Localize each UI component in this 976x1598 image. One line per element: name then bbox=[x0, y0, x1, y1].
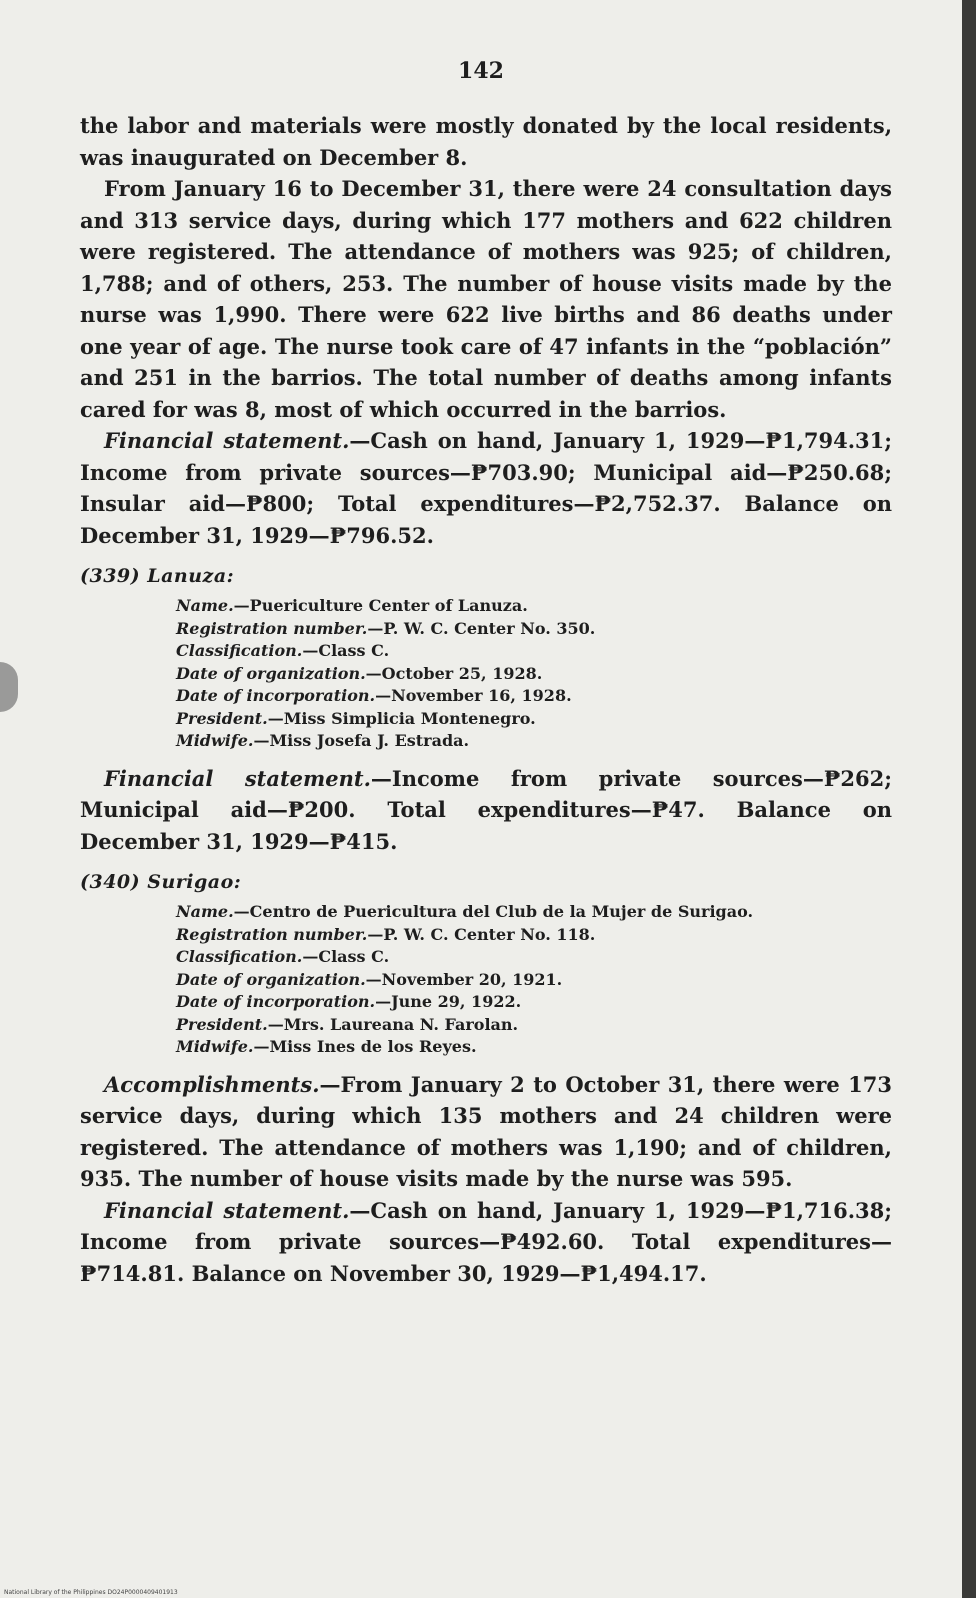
detail-label: President. bbox=[176, 708, 268, 728]
scan-smudge bbox=[0, 662, 18, 712]
detail-row bbox=[176, 595, 892, 618]
detail-value: —P. W. C. Center No. 118. bbox=[367, 924, 596, 944]
detail-row bbox=[176, 618, 892, 641]
paragraph-surigao-financial bbox=[80, 1195, 892, 1290]
accomplishments-label: Accomplishments. bbox=[104, 1071, 320, 1097]
detail-row bbox=[176, 969, 892, 992]
paragraph-intro: the labor and materials were mostly donated by the local residents, was inaugurated on December 8. bbox=[80, 113, 892, 170]
detail-label: Midwife. bbox=[176, 1037, 254, 1056]
financial-label: Financial statement. bbox=[104, 1197, 350, 1223]
page-content bbox=[80, 110, 892, 1289]
detail-value: —June 29, 1922. bbox=[375, 992, 522, 1011]
paragraph-lanuza-financial bbox=[80, 763, 892, 858]
detail-row bbox=[176, 1036, 892, 1059]
detail-row bbox=[176, 640, 892, 663]
detail-label: Date of organization. bbox=[176, 969, 366, 989]
detail-label: Classification. bbox=[176, 947, 303, 966]
detail-row bbox=[176, 685, 892, 708]
detail-label: Classification. bbox=[176, 641, 303, 660]
detail-row bbox=[176, 991, 892, 1014]
detail-value: —Class C. bbox=[302, 947, 390, 966]
financial-label: Financial statement. bbox=[104, 765, 371, 791]
page-number: 142 bbox=[458, 58, 504, 84]
detail-value: —October 25, 1928. bbox=[365, 663, 543, 683]
detail-value: —Miss Josefa J. Estrada. bbox=[253, 731, 470, 750]
financial-text: —Cash on hand, January 1, 1929—₱1,794.31; Income from private sources—₱703.90; Municipal aid—₱250.68; Insular aid—₱800; Total expenditures—₱2,752.37. Balance on December 31, 1929—₱796.52. bbox=[80, 428, 893, 548]
detail-label: Date of incorporation. bbox=[176, 686, 376, 705]
detail-label: Name. bbox=[176, 902, 234, 921]
detail-row bbox=[176, 901, 892, 924]
detail-row bbox=[176, 730, 892, 753]
detail-value: —Class C. bbox=[302, 641, 390, 660]
detail-label: Registration number. bbox=[176, 924, 368, 944]
paragraph-financial-1 bbox=[80, 425, 892, 551]
detail-label: Date of organization. bbox=[176, 663, 366, 683]
financial-text: —Cash on hand, January 1, 1929—₱1,716.38; Income from private sources—₱492.60. Total expenditures—₱714.81. Balance on November 30, 1929—₱1,494.17. bbox=[80, 1197, 893, 1286]
scan-footer: National Library of the Philippines DO24P0000409401913 bbox=[4, 1589, 178, 1596]
detail-value: —Puericulture Center of Lanuza. bbox=[233, 596, 528, 615]
detail-row bbox=[176, 1014, 892, 1037]
accomplishments-text: —From January 2 to October 31, there were 173 service days, during which 135 mothers and 24 children were registered. The attendance of mothers was 1,190; and of children, 935. The number of house visits made by the nurse was 595. bbox=[80, 1071, 892, 1191]
binding-edge bbox=[962, 0, 976, 1598]
detail-row bbox=[176, 924, 892, 947]
detail-value: —Mrs. Laureana N. Farolan. bbox=[267, 1014, 519, 1034]
detail-label: President. bbox=[176, 1014, 268, 1034]
detail-value: —November 20, 1921. bbox=[365, 969, 563, 989]
financial-label: Financial statement. bbox=[104, 428, 350, 453]
financial-text: —Income from private sources—₱262; Municipal aid—₱200. Total expenditures—₱47. Balance on December 31, 1929—₱415. bbox=[80, 765, 892, 854]
detail-value: —Centro de Puericultura del Club de la Mujer de Surigao. bbox=[233, 902, 754, 921]
paragraph-surigao-accomplishments bbox=[80, 1069, 892, 1195]
detail-row bbox=[176, 708, 892, 731]
detail-label: Date of incorporation. bbox=[176, 992, 376, 1011]
detail-value: —Miss Ines de los Reyes. bbox=[253, 1037, 477, 1056]
detail-label: Registration number. bbox=[176, 618, 368, 638]
detail-label: Name. bbox=[176, 596, 234, 615]
detail-value: —Miss Simplicia Montenegro. bbox=[267, 708, 536, 728]
detail-label: Midwife. bbox=[176, 731, 254, 750]
detail-value: —P. W. C. Center No. 350. bbox=[367, 618, 596, 638]
section-heading-surigao: (340) Surigao: bbox=[80, 871, 242, 893]
paragraph-statistics: From January 16 to December 31, there were 24 consultation days and 313 service days, during which 177 mothers and 622 children were registered. The attendance of mothers was 925; of children, 1,788; and of others, 253. The number of house visits made by the nurse was 1,990. There were 622 live births and 86 deaths under one year of age. The nurse took care of 47 infants in the “población” and 251 in the barrios. The total number of deaths among infants cared for was 8, most of which occurred in the barrios. bbox=[80, 176, 892, 422]
section-heading-lanuza: (339) Lanuza: bbox=[80, 565, 235, 587]
surigao-details bbox=[80, 901, 892, 1059]
detail-row bbox=[176, 946, 892, 969]
lanuza-details bbox=[80, 595, 892, 753]
detail-value: —November 16, 1928. bbox=[375, 686, 572, 705]
detail-row bbox=[176, 663, 892, 686]
